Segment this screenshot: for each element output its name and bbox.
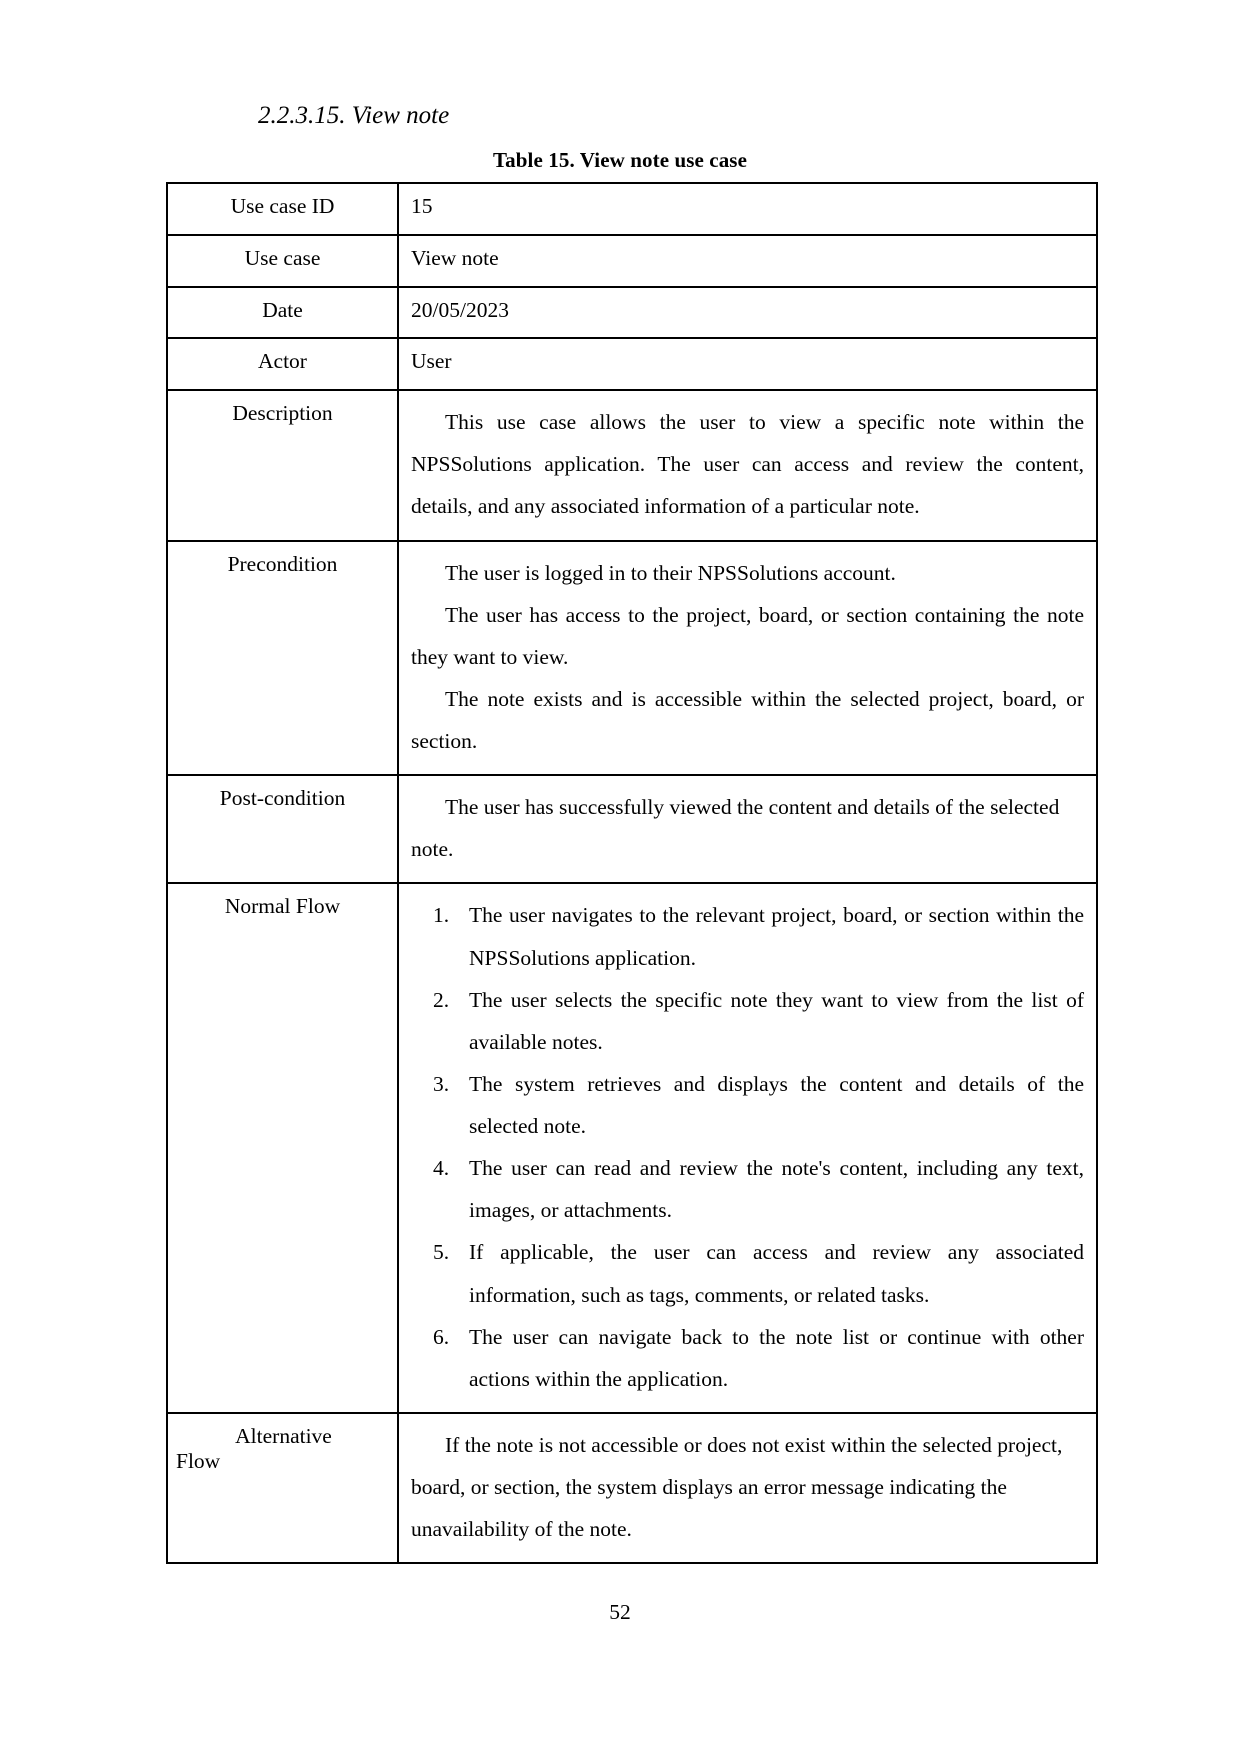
list-item: If applicable, the user can access and review any associated information, such as tags, comments, or related tasks. — [469, 1240, 1084, 1307]
cell-paragraph: This use case allows the user to view a specific note within the NPSSolutions application. The user can access and review the content, details, and any associated information of a particular note. — [411, 410, 1084, 519]
row-value-precondition — [398, 541, 1097, 776]
row-value-actor — [398, 338, 1097, 390]
row-value-description — [398, 390, 1097, 540]
table-row — [167, 1413, 1097, 1563]
list-item: The system retrieves and displays the content and details of the selected note. — [469, 1071, 1084, 1139]
cell-paragraph: If the note is not accessible or does not exist within the selected project, board, or section, the system displays an error message indicating the unavailability of the note. — [411, 1432, 1063, 1542]
row-label-actor: Actor — [167, 338, 398, 390]
table-row — [167, 287, 1097, 339]
cell-paragraph: The user has access to the project, board, or section containing the note they want to view. — [411, 602, 1084, 669]
table-row — [167, 775, 1097, 883]
table-row — [167, 883, 1097, 1413]
row-value-date — [398, 287, 1097, 339]
cell-paragraph: The user has successfully viewed the content and details of the selected note. — [411, 795, 1060, 862]
cell-paragraph: The note exists and is accessible within the selected project, board, or section. — [411, 686, 1084, 754]
row-value-use-case-id — [398, 183, 1097, 235]
row-label-post-condition: Post-condition — [167, 775, 398, 883]
row-label-alternative-flow: Alternative Flow — [167, 1413, 398, 1563]
cell-text: 15 — [411, 194, 433, 218]
row-label-normal-flow: Normal Flow — [167, 883, 398, 1413]
table-row — [167, 390, 1097, 540]
row-label-description: Description — [167, 390, 398, 540]
row-value-use-case — [398, 235, 1097, 287]
row-label-precondition: Precondition — [167, 541, 398, 776]
table-row — [167, 541, 1097, 776]
list-item: The user navigates to the relevant project, board, or section within the NPSSolutions application. — [469, 903, 1084, 970]
cell-paragraph: The user is logged in to their NPSSolutions account. — [445, 560, 896, 585]
row-value-normal-flow — [398, 883, 1097, 1413]
table-row — [167, 235, 1097, 287]
row-label-date: Date — [167, 287, 398, 339]
page-number: 52 — [609, 1600, 631, 1624]
row-value-alternative-flow — [398, 1413, 1097, 1563]
row-label-use-case-id: Use case ID — [167, 183, 398, 235]
row-label-use-case: Use case — [167, 235, 398, 287]
normal-flow-list — [411, 894, 1084, 1400]
cell-text: 20/05/2023 — [411, 297, 509, 322]
table-caption: Table 15. View note use case — [492, 148, 748, 172]
cell-text: User — [411, 349, 452, 374]
list-item: The user can navigate back to the note list or continue with other actions within the application. — [469, 1324, 1084, 1391]
use-case-table — [166, 182, 1098, 1564]
section-heading: 2.2.3.15. View note — [258, 102, 450, 129]
cell-text: View note — [411, 245, 499, 270]
list-item: The user can read and review the note's content, including any text, images, or attachments. — [469, 1156, 1084, 1223]
table-row — [167, 338, 1097, 390]
list-item: The user selects the specific note they want to view from the list of available notes. — [469, 987, 1084, 1054]
table-row — [167, 183, 1097, 235]
row-value-post-condition — [398, 775, 1097, 883]
